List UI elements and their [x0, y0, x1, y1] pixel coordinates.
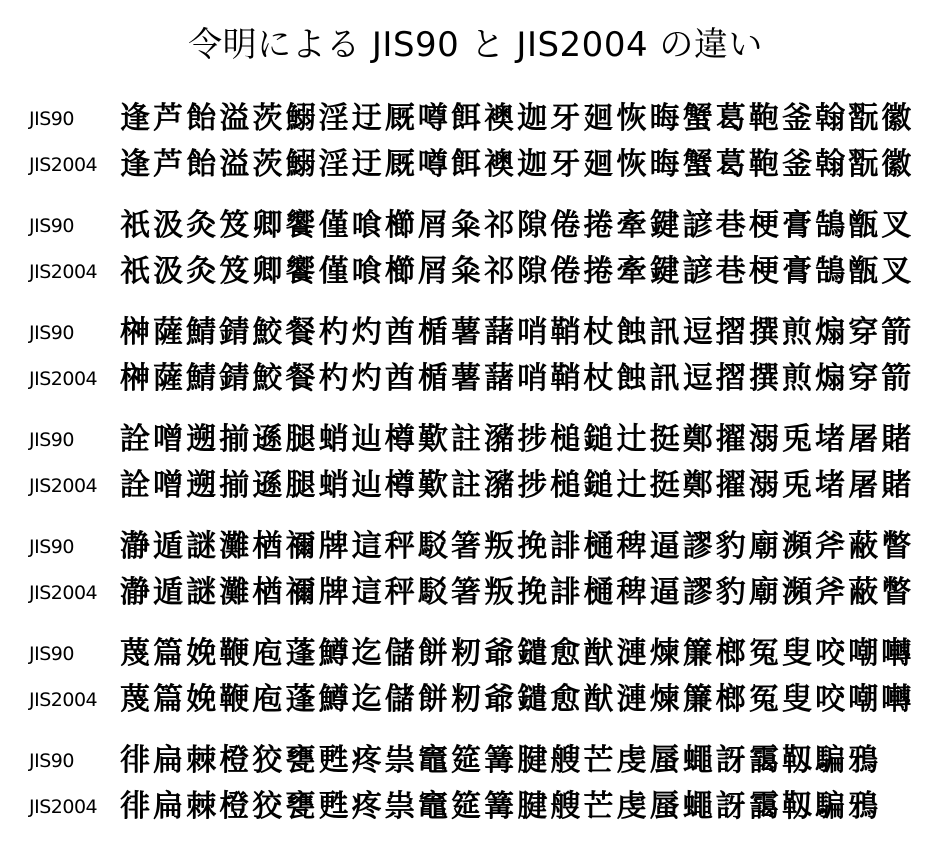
jis2004-row [0, 677, 951, 723]
jis2004-label: JIS2004 [29, 796, 98, 818]
jis90-glyphs: 徘扁棘橙狡甕甦疼祟竈筵篝腱艘芒虔蜃蠅訝靄靱騙鴉 [120, 743, 882, 778]
jis2004-label: JIS2004 [29, 154, 98, 176]
jis90-label: JIS90 [29, 322, 74, 344]
jis2004-row [0, 249, 951, 295]
jis2004-label: JIS2004 [29, 582, 98, 604]
jis90-label: JIS90 [29, 750, 74, 772]
jis90-label: JIS90 [29, 536, 74, 558]
page-title: 令明による JIS90 と JIS2004 の違い [188, 25, 763, 65]
jis2004-glyphs: 祇汲灸笈卿饗僅喰櫛屑粂祁隙倦捲牽鍵諺巷梗膏鵠甑叉 [120, 254, 915, 289]
jis2004-glyphs: 瀞遁謎灘楢禰牌這秤駁箸叛挽誹樋稗逼謬豹廟瀕斧蔽瞥 [120, 575, 915, 610]
jis90-row [0, 631, 951, 677]
jis2004-label: JIS2004 [29, 368, 98, 390]
jis90-row [0, 738, 951, 784]
jis90-glyphs: 榊薩鯖錆鮫餐杓灼酋楯薯藷哨鞘杖蝕訊逗摺撰煎煽穿箭 [120, 315, 915, 350]
jis90-glyphs: 逢芦飴溢茨鰯淫迂厩噂餌襖迦牙廻恢晦蟹葛鞄釜翰翫徽 [120, 101, 915, 136]
jis2004-glyphs: 詮噌遡揃遜腿蛸辿樽歎註瀦捗槌鎚辻挺鄭擢溺兎堵屠賭 [120, 468, 915, 503]
jis2004-glyphs: 榊薩鯖錆鮫餐杓灼酋楯薯藷哨鞘杖蝕訊逗摺撰煎煽穿箭 [120, 361, 915, 396]
jis90-row [0, 417, 951, 463]
jis90-label: JIS90 [29, 215, 74, 237]
jis2004-glyphs: 徘扁棘橙狡甕甦疼祟竈筵篝腱艘芒虔蜃蠅訝靄靱騙鴉 [120, 789, 882, 824]
jis90-glyphs: 瀞遁謎灘楢禰牌這秤駁箸叛挽誹樋稗逼謬豹廟瀕斧蔽瞥 [120, 529, 915, 564]
comparison-group-2 [0, 203, 951, 310]
comparison-group-5 [0, 524, 951, 631]
comparison-group-6 [0, 631, 951, 738]
jis90-row [0, 524, 951, 570]
jis2004-row [0, 784, 951, 830]
jis2004-row [0, 463, 951, 509]
jis2004-label: JIS2004 [29, 261, 98, 283]
jis90-row [0, 96, 951, 142]
comparison-list [0, 96, 951, 845]
jis90-row [0, 203, 951, 249]
comparison-group-4 [0, 417, 951, 524]
jis90-label: JIS90 [29, 429, 74, 451]
jis90-glyphs: 詮噌遡揃遜腿蛸辿樽歎註瀦捗槌鎚辻挺鄭擢溺兎堵屠賭 [120, 422, 915, 457]
comparison-group-1 [0, 96, 951, 203]
comparison-group-7 [0, 738, 951, 845]
jis2004-row [0, 570, 951, 616]
jis2004-glyphs: 逢芦飴溢茨鰯淫迂厩噂餌襖迦牙廻恢晦蟹葛鞄釜翰翫徽 [120, 147, 915, 182]
jis90-row [0, 310, 951, 356]
jis2004-glyphs: 蔑篇娩鞭庖蓬鱒迄儲餅籾爺鑓愈猷漣煉簾榔冤叟咬嘲囀 [120, 682, 915, 717]
jis2004-label: JIS2004 [29, 689, 98, 711]
jis90-label: JIS90 [29, 108, 74, 130]
jis90-label: JIS90 [29, 643, 74, 665]
jis90-glyphs: 蔑篇娩鞭庖蓬鱒迄儲餅籾爺鑓愈猷漣煉簾榔冤叟咬嘲囀 [120, 636, 915, 671]
jis2004-row [0, 356, 951, 402]
comparison-group-3 [0, 310, 951, 417]
jis2004-label: JIS2004 [29, 475, 98, 497]
jis90-glyphs: 祇汲灸笈卿饗僅喰櫛屑粂祁隙倦捲牽鍵諺巷梗膏鵠甑叉 [120, 208, 915, 243]
jis2004-row [0, 142, 951, 188]
